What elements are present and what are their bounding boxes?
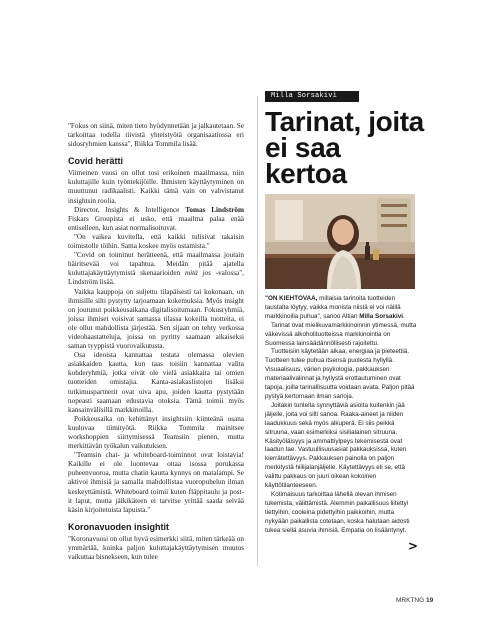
paragraph: Viimeinen vuosi on ollut tosi erikoinen maailmassa, niin kuluttajille kuin työntekijöille. Ihmisten käyttäytyminen on muuttunut radikaalisti. Kaikki tämä vain on vahvistanut insightsin roolia. xyxy=(68,169,244,205)
right-column xyxy=(265,295,417,535)
text-run: -valossa", Lindström lisää. xyxy=(68,269,244,287)
headline: Tarinat, joita ei saa kertoa xyxy=(265,106,424,189)
paragraph: Tarinat ovat mielikuvamarkkinoinnin ytimessä, mutta väkevissä alkoholituotteissa markkinointia on Suomessa lainsäädännöllisesti rajoitettu. xyxy=(265,321,417,347)
continue-arrow-icon: > xyxy=(408,539,419,553)
paragraph: Tuotteisiin käytetään aikaa, energiaa ja pieteettiä. Tuotteen tulee puhua itsensä puolesta hyllyllä. Visuaalisuus, värien psykologia, pakkauksen materiaalivalinnat ja hyllystä erottautuminen ovat tapoja, joilla tarinallisuutta voidaan avata. Paljon pitää pystyä kertomaan ilman sanoja. xyxy=(265,348,415,400)
text-run: "Covid on toiminut herätteenä, että maailmassa joutain häiritsevää voi tapahtua. Meidän pitää ajatella kuluttajakäyttäytymistä skenaarioiden xyxy=(68,251,244,278)
subheading-koronavuosi: Koronavuoden insightit xyxy=(68,521,169,532)
paragraph: Joitakin tunteita synnyttäviä asioita kuitenkin jää jäljelle, joita voi silti sanoa. Raaka-aineet ja niiden laadukkuus sekä myös alkuperä. Ei siis peikkä sitruuna, vaan esimerkiksi sisilialainen sitruuna. Käsityöläisyys ja ammattiylpeys tekemisestä ovat laadun tae. Vastuullisuusasiat pakkauksissa, kuten kierrätettävyys. Pakkauksen painolla on paljon merkitystä hiilijalanjäljelle. Käytettävyys eli se, että valittu pakkaus on juuri oikean kokoinen käyttötilanteeseen. xyxy=(265,401,407,490)
paragraph xyxy=(68,206,244,233)
paragraph: "Fokus on siinä, miten tieto hyödynnetään ja jalkautetaan. Se tarkoittaa todella tiivistä yhteistyötä organisaatiossa eri sidosryhmien kanssa", Riikka Tommila lisää. xyxy=(68,122,244,149)
byline-label: Milla Sorsakivi xyxy=(265,91,359,102)
magazine-name: MRKTNG xyxy=(396,597,425,604)
person-name: Milla Sorsakivi xyxy=(359,312,404,320)
subheading-covid: Covid herätti xyxy=(68,156,124,167)
lead-in: "ON KIEHTOVAA, xyxy=(265,295,318,302)
portrait-illustration xyxy=(265,194,415,289)
left-column xyxy=(68,122,244,562)
italic-phrase: mitä jos xyxy=(184,269,211,278)
paragraph: "Teamsin chat- ja whiteboard-toiminnot ovat loistavia! Kaikille ei ole luontevaa ottaa isossa porukassa puheenvuoroa, mutta chatin kautta kynnys on matalampi. Se aktivoi ihmisiä ja samalla mahdollistaa vuoropuhelun ilman keskeyttämistä. Whiteboard toimii kuten fläppitaulu ja post-it laput, mutta jälkikäteen ei tarvitse yrittää saada selvää käsin kirjoitetuista lapuista." xyxy=(68,451,244,514)
paragraph: "Koronavuosi on ollut hyvä esimerkki siitä, miten tärkeää on ymmärtää, kuinka paljon kuluttajakäyttäytymisen muutos vaikuttaa bisnekseen, kun tulee xyxy=(68,534,244,562)
lead-paragraph xyxy=(265,295,417,322)
paragraph: Kotimaisuus tarkoittaa lähellä olevan ihmisen tukemista, välittämistä. Alemmin paikallisuus liitettyi tiettyihin, cooleina pidettyihin paikkoihin, mutta nykyään paikallista cotetaan, koska halutaan aidosti tukea siellä asuvia ihmisiä. Empatia on lisääntynyt. xyxy=(265,490,410,534)
paragraph: Poikkeusaika on kehittänyt insightsiin kiinteänä osana kuuluvaa tiimityötä. Riikka Tommila mainitsee workshoppien siirtymisessä Teamsiin pienen, mutta merkittävän työkalun vaikutuksen. xyxy=(68,414,244,451)
text-run: millaisia tarinoita tuotteiden taustalta löytyy, vaikka monista niistä ei voi näillä markkinoilla puhua", sanoo Altian xyxy=(265,295,401,320)
person-name: Tomas Lindström xyxy=(185,205,244,214)
portrait-photo xyxy=(265,194,415,289)
text-run: Fiskars Groupista ei usko, että maailma palaa enää entiselleen, kun asiat normalisoituvat. xyxy=(68,214,244,232)
paragraph: Vaikka kauppoja on suljettu tilapäisesti tai kokonaan, on ihmisille silti pystytty tarjoamaan kokemuksia. Myös insight on joutunut poikkeusaikana digitalisoitumaan. Fokusryhmiä, joissa ihmiset voisivat samassa tilassa kokeilla tuotteita, ei ole ollut mahdollista järjestää. Sen sijaan on tehty verkossa videohaastatteluja, joissa on pyritty saamaan aikaiseksi saman tyyppistä vuorovaikutusta. xyxy=(68,287,244,351)
text-run: Director, Insights & Intelligence xyxy=(74,205,186,214)
column-divider xyxy=(257,96,258,566)
paragraph: Osa ideoista kannattaa testata olemassa olevien asiakkaiden kautta, kun taas toisiin kannattaa valita kohderyhmiä, jotka eivät ole vielä asiakkaita tai omien tuotteiden omistajia. Kanta-asiakaslistojen lisäksi tutkimuspartnerit ovat oiva apu, joiden kautta pystytään nopeasti saamaan edustavia otoksia. Tämä toimii myös kansainvälisillä markkinoilla. xyxy=(68,351,244,414)
page-number: 19 xyxy=(425,597,434,604)
page-footer xyxy=(396,597,433,604)
paragraph: "On vaikea kuvitella, että kaikki tulisivat takaisin toimistolle töihin. Sama koskee myös ostamista." xyxy=(68,232,244,251)
text-run: . xyxy=(403,312,405,320)
paragraph xyxy=(68,251,244,287)
